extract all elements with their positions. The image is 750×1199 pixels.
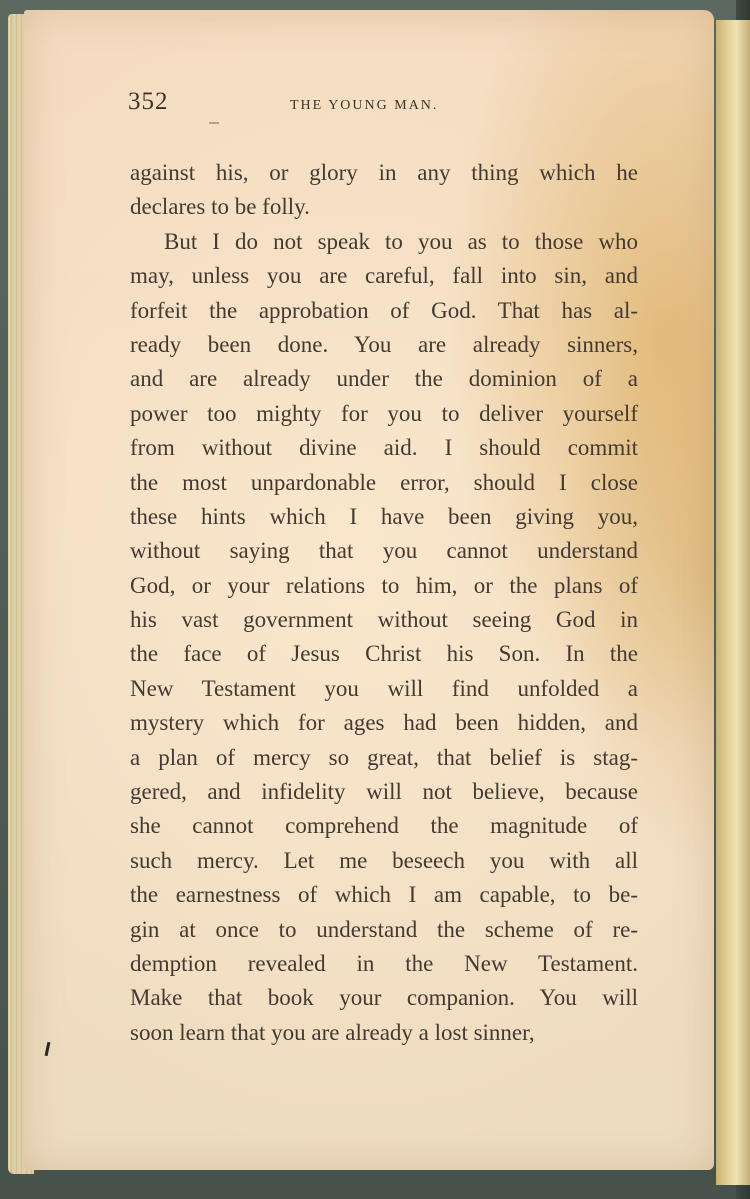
text-line: the most unpardonable error, should I close bbox=[130, 469, 638, 495]
text-line: forfeit the approbation of God. That has al- bbox=[130, 297, 638, 323]
text-line: against his, or glory in any thing which he bbox=[130, 160, 638, 185]
text-line: Make that book your companion. You will bbox=[130, 985, 638, 1011]
text-line: a plan of mercy so great, that belief is stag- bbox=[130, 744, 638, 770]
page-number: 352 bbox=[128, 88, 169, 115]
text-line: the face of Jesus Christ his Son. In the bbox=[130, 641, 638, 667]
book-page bbox=[24, 10, 714, 1170]
text-line: she cannot comprehend the magnitude of bbox=[130, 813, 638, 839]
text-line: New Testament you will find unfolded a bbox=[130, 675, 638, 701]
text-line: ready been done. You are already sinners, bbox=[130, 331, 638, 357]
body-text bbox=[130, 156, 638, 1050]
text-line: the earnestness of which I am capable, to be- bbox=[130, 882, 638, 908]
text-line: may, unless you are careful, fall into sin, and bbox=[130, 263, 638, 289]
text-line: from without divine aid. I should commit bbox=[130, 435, 638, 461]
text-line: God, or your relations to him, or the plans of bbox=[130, 572, 638, 598]
text-line: these hints which I have been giving you, bbox=[130, 503, 638, 529]
text-line: such mercy. Let me beseech you with all bbox=[130, 847, 638, 873]
running-head: THE YOUNG MAN. bbox=[290, 98, 439, 113]
facing-page-edge bbox=[716, 20, 750, 1185]
text-line: demption revealed in the New Testament. bbox=[130, 950, 638, 976]
text-line: without saying that you cannot understand bbox=[130, 538, 638, 564]
text-line: soon learn that you are already a lost sinner, bbox=[130, 1019, 535, 1045]
text-line: and are already under the dominion of a bbox=[130, 366, 638, 392]
text-line: But I do not speak to you as to those who bbox=[164, 228, 638, 254]
text-line: his vast government without seeing God in bbox=[130, 607, 638, 633]
text-line: gin at once to understand the scheme of re- bbox=[130, 916, 638, 942]
text-line: gered, and infidelity will not believe, because bbox=[130, 779, 638, 805]
text-line: power too mighty for you to deliver yourself bbox=[130, 400, 638, 426]
text-line: declares to be folly. bbox=[130, 194, 310, 220]
text-line: mystery which for ages had been hidden, and bbox=[130, 710, 638, 736]
ink-smudge bbox=[209, 122, 219, 124]
